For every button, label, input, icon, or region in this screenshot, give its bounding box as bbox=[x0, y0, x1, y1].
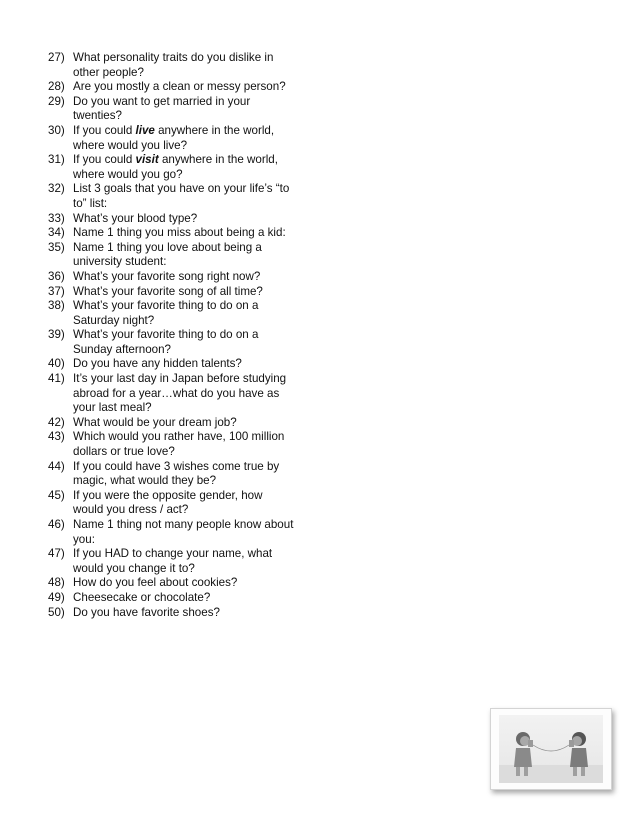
question-number: 34) bbox=[48, 226, 65, 240]
question-item bbox=[48, 357, 338, 372]
emphasized-word: live bbox=[135, 123, 155, 137]
question-text: If you HAD to change your name, what would you change it to? bbox=[73, 547, 273, 575]
question-text: What’s your favorite song right now? bbox=[73, 269, 261, 283]
question-item bbox=[48, 182, 338, 211]
question-text: Which would you rather have, 100 million dollars or true love? bbox=[73, 430, 285, 459]
question-text: What’s your favorite thing to do on a Saturday night? bbox=[73, 299, 259, 327]
question-text: How do you feel about cookies? bbox=[73, 576, 238, 590]
question-text: What’s your favorite thing to do on a Sunday afternoon? bbox=[73, 328, 259, 356]
question-item bbox=[48, 372, 338, 416]
photo-frame bbox=[490, 708, 612, 790]
question-number: 33) bbox=[48, 211, 65, 225]
question-number: 48) bbox=[48, 576, 65, 590]
question-number: 27) bbox=[48, 51, 65, 64]
question-item bbox=[48, 51, 338, 80]
question-text: What’s your blood type? bbox=[73, 211, 198, 225]
question-list bbox=[48, 51, 338, 620]
question-number: 35) bbox=[48, 240, 65, 254]
question-number: 32) bbox=[48, 182, 65, 196]
question-item bbox=[48, 591, 338, 606]
question-text-start: If you could bbox=[73, 153, 136, 167]
question-number: 41) bbox=[48, 372, 65, 386]
question-number: 42) bbox=[48, 415, 65, 429]
question-item bbox=[48, 226, 338, 241]
question-text: Name 1 thing not many people know about you: bbox=[73, 518, 294, 546]
question-number: 40) bbox=[48, 357, 65, 371]
question-item bbox=[48, 153, 338, 182]
question-item bbox=[48, 489, 338, 518]
question-text: If you could have 3 wishes come true by magic, what would they be? bbox=[73, 459, 280, 488]
question-text bbox=[73, 153, 338, 182]
question-item bbox=[48, 241, 338, 270]
question-text-end: anywhere in the world, where would you go? bbox=[73, 153, 278, 181]
question-item bbox=[48, 80, 338, 95]
question-number: 37) bbox=[48, 284, 65, 298]
question-number: 39) bbox=[48, 328, 65, 342]
question-text: What’s your favorite song of all time? bbox=[73, 284, 263, 298]
question-number: 30) bbox=[48, 123, 65, 137]
question-text: What personality traits do you dislike in other people? bbox=[73, 51, 274, 79]
question-item bbox=[48, 270, 338, 285]
question-text: Do you want to get married in your twenties? bbox=[73, 94, 251, 123]
question-number: 43) bbox=[48, 430, 65, 444]
question-number: 38) bbox=[48, 299, 65, 313]
question-item bbox=[48, 430, 338, 459]
question-number: 45) bbox=[48, 488, 65, 502]
question-text: If you were the opposite gender, how would you dress / act? bbox=[73, 488, 263, 517]
question-item bbox=[48, 212, 338, 227]
question-text: List 3 goals that you have on your life’s “to to” list: bbox=[73, 182, 290, 210]
question-number: 36) bbox=[48, 269, 65, 283]
question-text: Cheesecake or chocolate? bbox=[73, 590, 211, 604]
question-item bbox=[48, 299, 338, 328]
question-number: 44) bbox=[48, 459, 65, 473]
question-item bbox=[48, 518, 338, 547]
question-text-end: anywhere in the world, where would you live? bbox=[73, 123, 275, 152]
emphasized-word: visit bbox=[135, 153, 159, 167]
question-number: 46) bbox=[48, 518, 65, 531]
question-item bbox=[48, 416, 338, 431]
question-number: 47) bbox=[48, 547, 65, 561]
question-item bbox=[48, 285, 338, 300]
question-item bbox=[48, 460, 338, 489]
question-text: Are you mostly a clean or messy person? bbox=[73, 80, 286, 94]
question-item bbox=[48, 328, 338, 357]
question-text: What would be your dream job? bbox=[73, 415, 237, 429]
question-number: 28) bbox=[48, 80, 65, 94]
question-number: 29) bbox=[48, 94, 65, 108]
question-item bbox=[48, 95, 338, 124]
question-item bbox=[48, 606, 338, 621]
children-tin-can-phone-photo bbox=[499, 715, 603, 783]
question-item bbox=[48, 576, 338, 591]
question-text: Name 1 thing you miss about being a kid: bbox=[73, 226, 286, 240]
question-number: 50) bbox=[48, 605, 65, 619]
question-number: 49) bbox=[48, 590, 65, 604]
question-text: Do you have favorite shoes? bbox=[73, 605, 220, 619]
question-item bbox=[48, 547, 338, 576]
question-text: Do you have any hidden talents? bbox=[73, 357, 242, 371]
question-item bbox=[48, 124, 338, 153]
question-text: It’s your last day in Japan before studying abroad for a year…what do you have as your last meal? bbox=[73, 372, 287, 415]
question-text bbox=[73, 124, 338, 153]
question-number: 31) bbox=[48, 153, 65, 167]
question-text: Name 1 thing you love about being a university student: bbox=[73, 240, 262, 269]
question-text-start: If you could bbox=[73, 123, 136, 137]
